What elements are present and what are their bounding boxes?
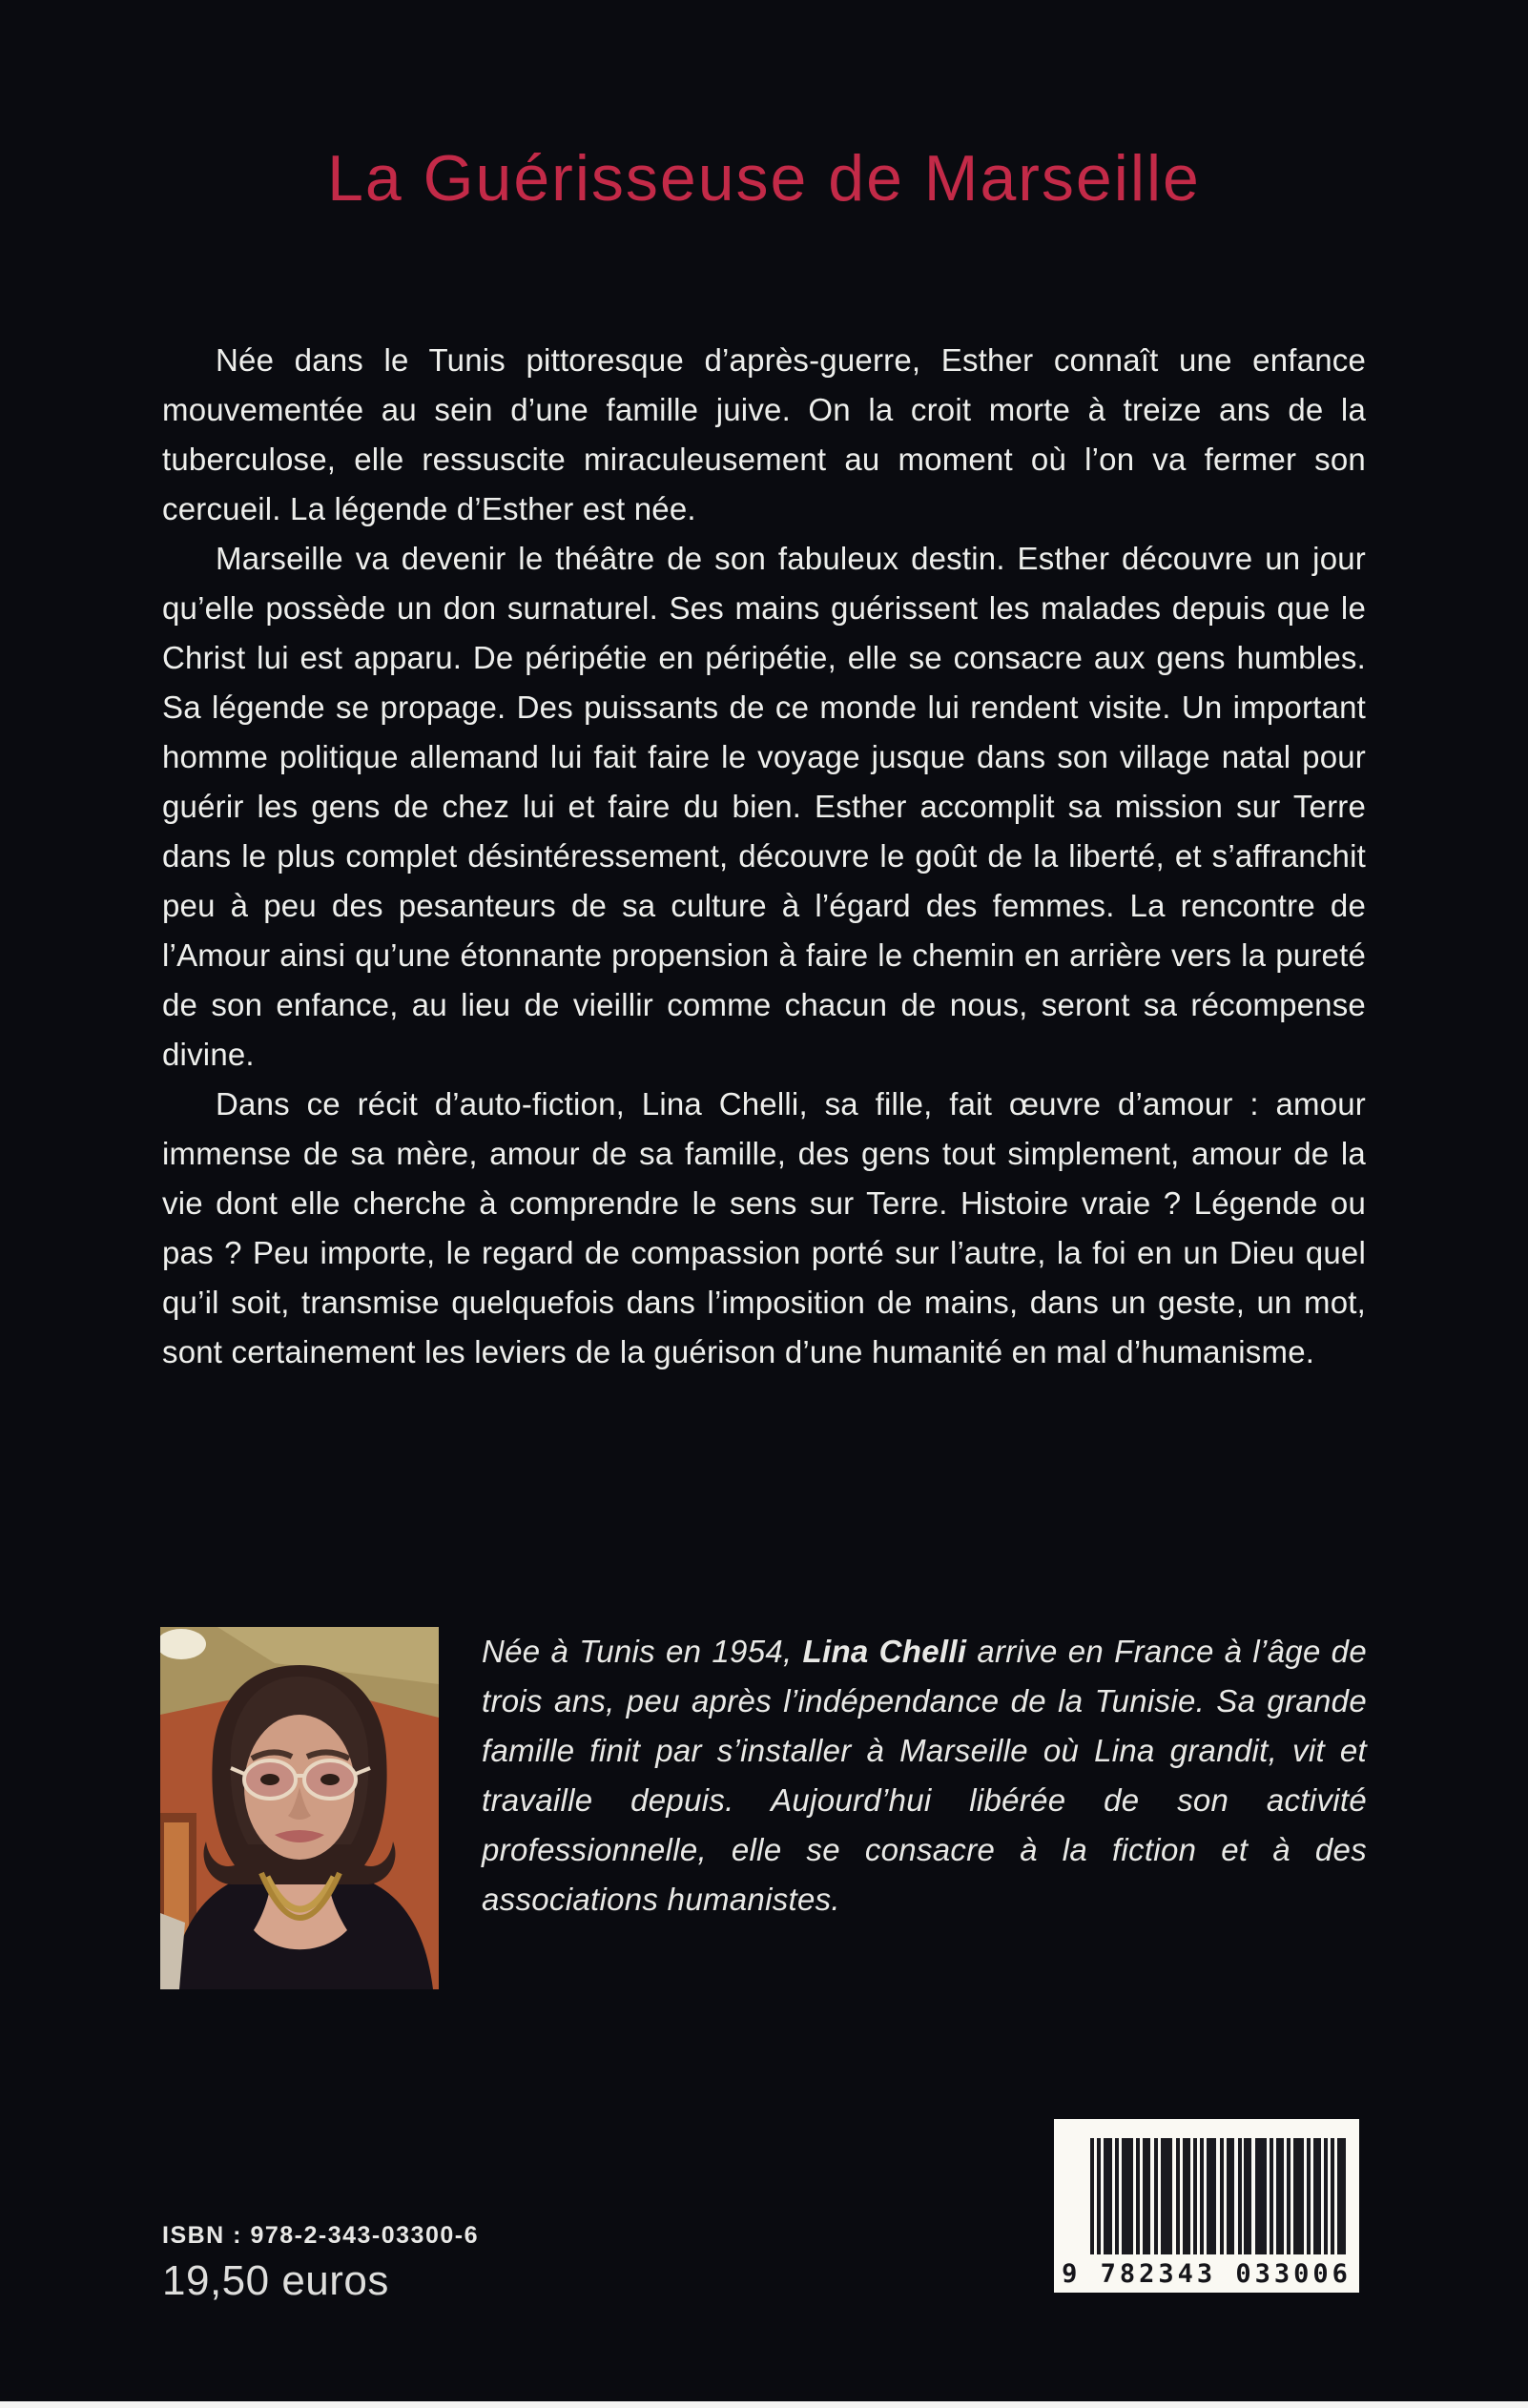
author-portrait-illustration (160, 1627, 439, 1989)
barcode-bars (1090, 2138, 1348, 2254)
synopsis-paragraph-2: Marseille va devenir le théâtre de son fabuleux destin. Esther découvre un jour qu’elle possède un don surnaturel. Ses mains guérissent les malades depuis que le Christ lui est apparu. De péripétie en péripétie, elle se consacre aux gens humbles. Sa légende se propage. Des puissants de ce monde lui rendent visite. Un important homme politique allemand lui fait faire le voyage jusque dans son village natal pour guérir les gens de chez lui et faire du bien. Esther accomplit sa mission sur Terre dans le plus complet désintéressement, découvre le goût de la liberté, et s’affranchit peu à peu des pesanteurs de sa culture à l’égard des femmes. La rencontre de l’Amour ainsi qu’une étonnante propension à faire le chemin en arrière vers la pureté de son enfance, au lieu de vieillir comme chacun de nous, seront sa récompense divine. (162, 541, 1366, 1072)
synopsis (162, 336, 1366, 1377)
bottom-white-edge (0, 2401, 1528, 2408)
synopsis-paragraph-3: Dans ce récit d’auto-fiction, Lina Chelli, sa fille, fait œuvre d’amour : amour immense de sa mère, amour de sa famille, des gens tout simplement, amour de la vie dont elle cherche à comprendre le sens sur Terre. Histoire vraie ? Légende ou pas ? Peu importe, le regard de compassion porté sur l’autre, la foi en un Dieu quel qu’il soit, transmise quelquefois dans l’imposition de mains, dans un geste, un mot, sont certainement les leviers de la guérison d’une humanité en mal d’humanisme. (162, 1086, 1366, 1369)
book-title: La Guérisseuse de Marseille (327, 142, 1201, 215)
author-name: Lina Chelli (802, 1634, 967, 1669)
isbn-label: ISBN : 978-2-343-03300-6 (162, 2222, 479, 2249)
barcode (1054, 2119, 1359, 2293)
author-photo (160, 1627, 439, 1989)
bio-text-prefix: Née à Tunis en 1954, (482, 1634, 803, 1669)
bio-text-suffix: arrive en France à l’âge de trois ans, peu après l’indépendance de la Tunisie. Sa grande famille finit par s’installer à Marseille où Lina grandit, vit et travaille depuis. Aujourd’hui libérée de son activité professionnelle, elle se consacre à la fiction et à des associations humanistes. (482, 1634, 1367, 1917)
isbn-price-block (162, 2222, 479, 2305)
synopsis-paragraph-1: Née dans le Tunis pittoresque d’après-guerre, Esther connaît une enfance mouvementée au sein d’une famille juive. On la croit morte à treize ans de la tuberculose, elle ressuscite miraculeusement au moment où l’on va fermer son cercueil. La légende d’Esther est née. (162, 342, 1366, 526)
author-bio (482, 1627, 1367, 1924)
price-label: 19,50 euros (162, 2257, 389, 2304)
barcode-number: 9 782343 033006 (1062, 2259, 1352, 2289)
author-section (160, 1627, 1368, 1989)
